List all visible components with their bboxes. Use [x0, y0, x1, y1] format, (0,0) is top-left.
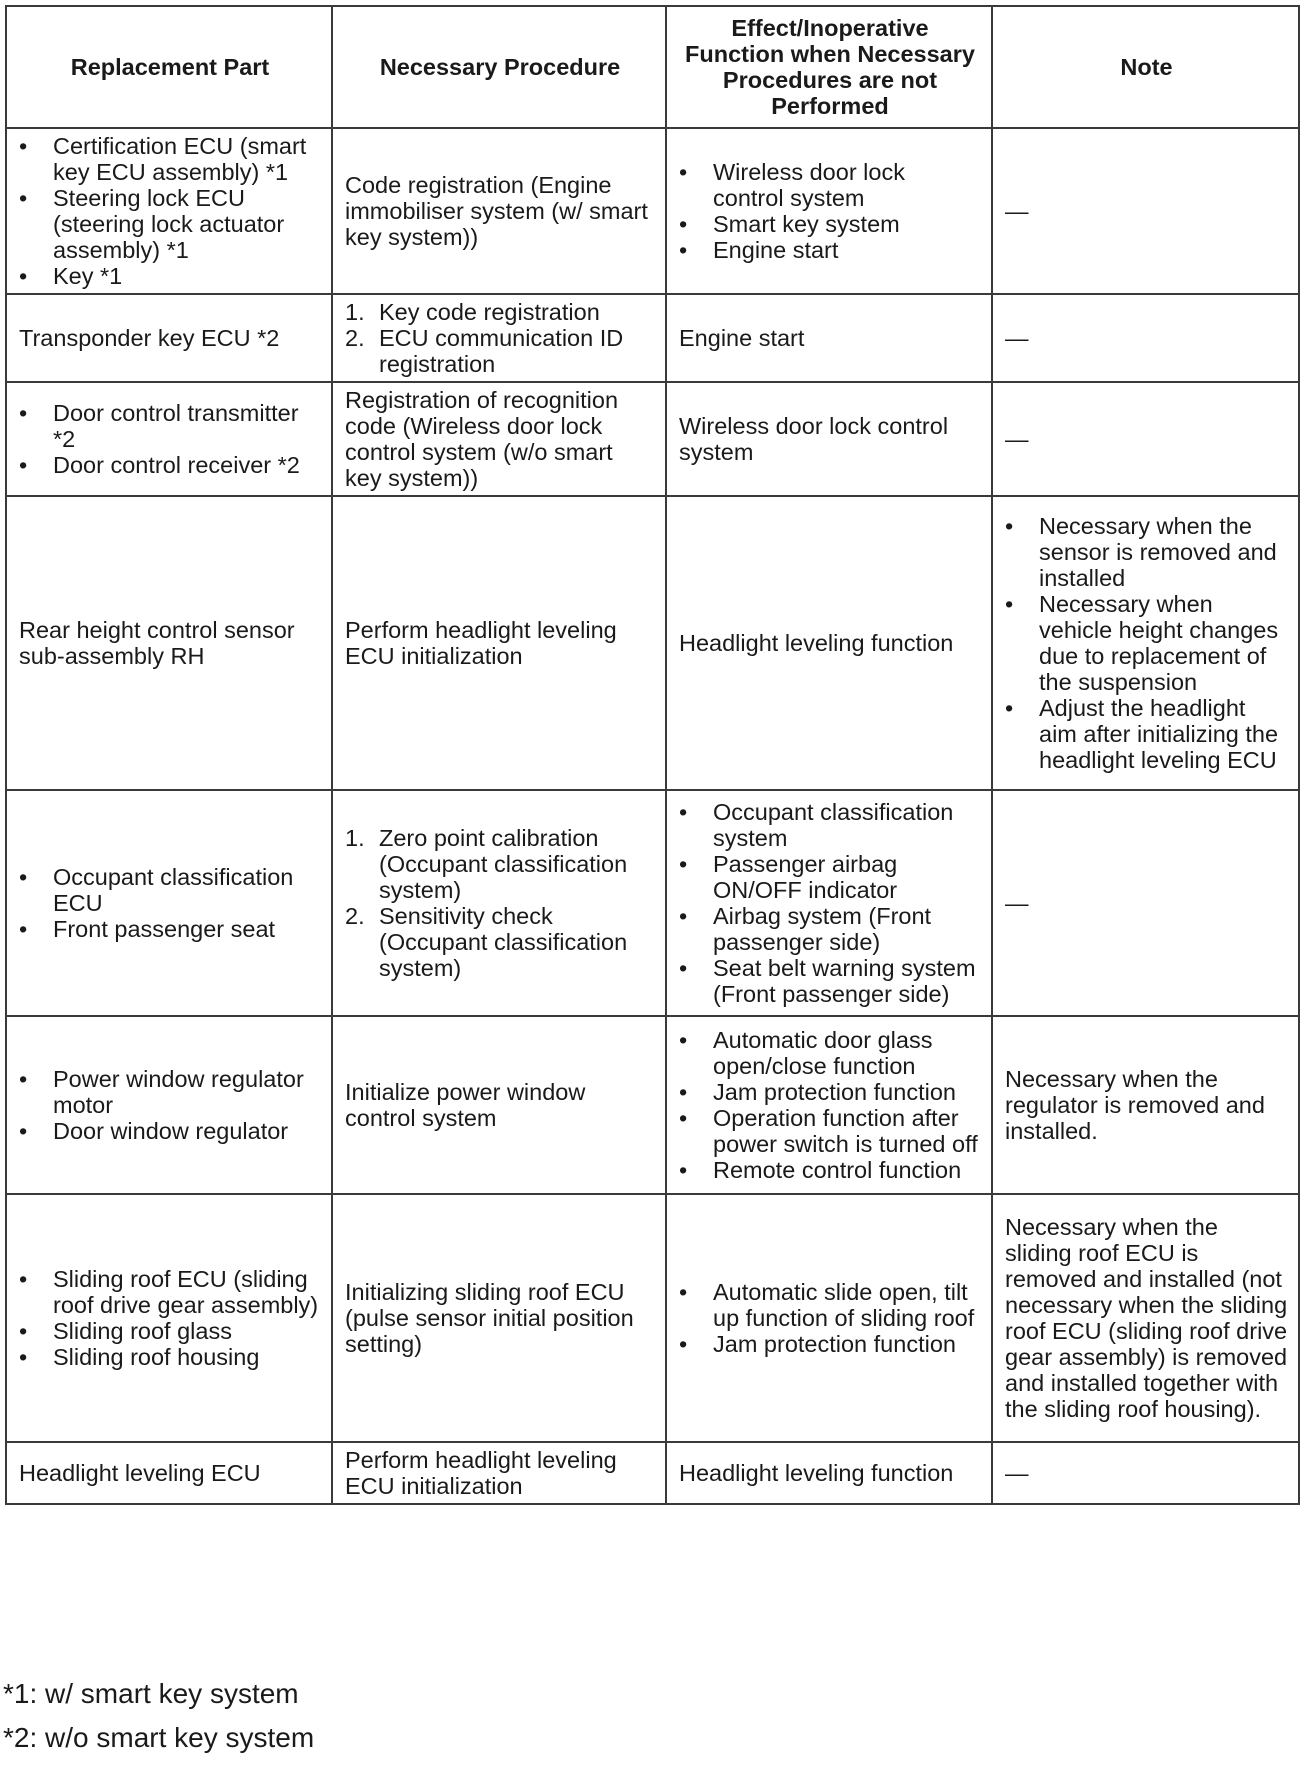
- procedure-table: [5, 5, 1300, 1505]
- bullet-item: • Necessary when vehicle height changes due to replacement of the suspension: [1005, 591, 1288, 695]
- cell-procedure: Perform headlight leveling ECU initialization: [332, 1442, 666, 1504]
- bullet-list: [679, 799, 981, 1007]
- cell-note-dash: —: [992, 294, 1299, 382]
- bullet-item: • Smart key system: [679, 211, 981, 237]
- table-body: [6, 128, 1299, 1504]
- bullet-list: [1005, 513, 1288, 773]
- footnotes: [3, 1672, 314, 1760]
- cell-effect: Wireless door lock control system: [666, 382, 992, 496]
- table-row: [6, 496, 1299, 790]
- item-text: Zero point calibration (Occupant classification system): [379, 825, 628, 903]
- item-text: Sensitivity check (Occupant classification system): [379, 903, 628, 981]
- bullet-item: • Operation function after power switch is turned off: [679, 1105, 981, 1157]
- numbered-list: [345, 299, 655, 377]
- bullet-item: • Door control receiver *2: [19, 452, 321, 478]
- cell-part: [6, 1194, 332, 1442]
- table-row: [6, 128, 1299, 294]
- numbered-list: [345, 825, 655, 981]
- bullet-item: • Door control transmitter *2: [19, 400, 321, 452]
- bullet-list: [19, 864, 321, 942]
- bullet-list: [679, 1279, 981, 1357]
- cell-part: [6, 790, 332, 1016]
- numbered-item: [345, 325, 655, 377]
- header-replacement-part: Replacement Part: [6, 6, 332, 128]
- cell-note: [992, 496, 1299, 790]
- table-row: [6, 1442, 1299, 1504]
- bullet-item: • Airbag system (Front passenger side): [679, 903, 981, 955]
- cell-note-dash: —: [992, 128, 1299, 294]
- cell-part: Headlight leveling ECU: [6, 1442, 332, 1504]
- table-row: [6, 294, 1299, 382]
- bullet-item: • Necessary when the sensor is removed and installed: [1005, 513, 1288, 591]
- cell-effect: [666, 790, 992, 1016]
- bullet-item: • Adjust the headlight aim after initializing the headlight leveling ECU: [1005, 695, 1288, 773]
- bullet-item: • Passenger airbag ON/OFF indicator: [679, 851, 981, 903]
- cell-note-dash: —: [992, 382, 1299, 496]
- cell-part: [6, 128, 332, 294]
- bullet-list: [679, 1027, 981, 1183]
- item-number: 1.: [345, 825, 365, 851]
- bullet-item: • Sliding roof ECU (sliding roof drive gear assembly): [19, 1266, 321, 1318]
- table-row: [6, 790, 1299, 1016]
- bullet-item: • Automatic slide open, tilt up function of sliding roof: [679, 1279, 981, 1331]
- table-row: [6, 382, 1299, 496]
- cell-procedure: Registration of recognition code (Wireless door lock control system (w/o smart key system)): [332, 382, 666, 496]
- table-row: [6, 1016, 1299, 1194]
- bullet-item: • Wireless door lock control system: [679, 159, 981, 211]
- header-effect-inoperative-function: Effect/Inoperative Function when Necessary Procedures are not Performed: [666, 6, 992, 128]
- bullet-item: • Seat belt warning system (Front passenger side): [679, 955, 981, 1007]
- bullet-list: [19, 1066, 321, 1144]
- bullet-item: • Sliding roof housing: [19, 1344, 321, 1370]
- cell-part: Rear height control sensor sub-assembly RH: [6, 496, 332, 790]
- bullet-list: [679, 159, 981, 263]
- bullet-item: • Steering lock ECU (steering lock actuator assembly) *1: [19, 185, 321, 263]
- cell-effect: [666, 128, 992, 294]
- cell-part: [6, 382, 332, 496]
- bullet-item: • Remote control function: [679, 1157, 981, 1183]
- bullet-list: [19, 400, 321, 478]
- header-note: Note: [992, 6, 1299, 128]
- cell-effect: Headlight leveling function: [666, 1442, 992, 1504]
- bullet-list: [19, 1266, 321, 1370]
- footnote-2: *2: w/o smart key system: [3, 1722, 315, 1753]
- numbered-item: [345, 299, 655, 325]
- cell-procedure: Initialize power window control system: [332, 1016, 666, 1194]
- table-row: [6, 1194, 1299, 1442]
- item-text: ECU communication ID registration: [379, 325, 624, 377]
- cell-effect: [666, 1194, 992, 1442]
- bullet-item: • Power window regulator motor: [19, 1066, 321, 1118]
- cell-part: Transponder key ECU *2: [6, 294, 332, 382]
- cell-procedure: Code registration (Engine immobiliser system (w/ smart key system)): [332, 128, 666, 294]
- numbered-item: [345, 903, 655, 981]
- bullet-item: • Engine start: [679, 237, 981, 263]
- footnote-1: *1: w/ smart key system: [3, 1678, 299, 1709]
- bullet-item: • Sliding roof glass: [19, 1318, 321, 1344]
- item-number: 2.: [345, 325, 365, 351]
- cell-effect: [666, 1016, 992, 1194]
- bullet-list: [19, 133, 321, 289]
- cell-procedure: [332, 294, 666, 382]
- bullet-item: • Jam protection function: [679, 1331, 981, 1357]
- cell-note: Necessary when the sliding roof ECU is removed and installed (not necessary when the sliding roof ECU (sliding roof drive gear assembly) is removed and installed together with the sliding roof housing).: [992, 1194, 1299, 1442]
- cell-note: Necessary when the regulator is removed and installed.: [992, 1016, 1299, 1194]
- header-row: [6, 6, 1299, 128]
- item-number: 1.: [345, 299, 365, 325]
- header-necessary-procedure: Necessary Procedure: [332, 6, 666, 128]
- cell-procedure: Perform headlight leveling ECU initialization: [332, 496, 666, 790]
- bullet-item: • Jam protection function: [679, 1079, 981, 1105]
- numbered-item: [345, 825, 655, 903]
- cell-procedure: Initializing sliding roof ECU (pulse sensor initial position setting): [332, 1194, 666, 1442]
- bullet-item: • Key *1: [19, 263, 321, 289]
- item-number: 2.: [345, 903, 365, 929]
- bullet-item: • Occupant classification system: [679, 799, 981, 851]
- cell-note-dash: —: [992, 790, 1299, 1016]
- bullet-item: • Front passenger seat: [19, 916, 321, 942]
- bullet-item: • Occupant classification ECU: [19, 864, 321, 916]
- item-text: Key code registration: [379, 299, 600, 325]
- bullet-item: • Certification ECU (smart key ECU assembly) *1: [19, 133, 321, 185]
- cell-effect: Engine start: [666, 294, 992, 382]
- cell-note-dash: —: [992, 1442, 1299, 1504]
- bullet-item: • Automatic door glass open/close function: [679, 1027, 981, 1079]
- cell-effect: Headlight leveling function: [666, 496, 992, 790]
- cell-procedure: [332, 790, 666, 1016]
- bullet-item: • Door window regulator: [19, 1118, 321, 1144]
- cell-part: [6, 1016, 332, 1194]
